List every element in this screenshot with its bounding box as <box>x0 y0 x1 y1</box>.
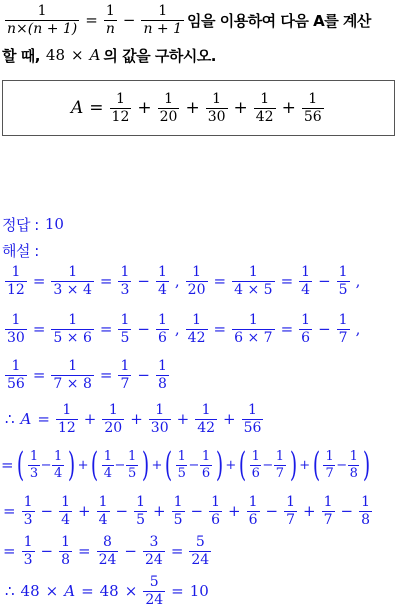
fraction-numerator: 1 <box>23 493 33 510</box>
fraction-numerator: 1 <box>248 311 258 328</box>
fraction-numerator: 1 <box>61 493 70 510</box>
fraction <box>189 534 211 569</box>
fraction-numerator: 1 <box>120 357 130 374</box>
fraction <box>186 312 208 347</box>
fraction-numerator: 1 <box>248 493 258 510</box>
fraction-denominator: 20 <box>104 419 123 436</box>
math-text: 7 <box>53 375 63 392</box>
math-symbol: − <box>124 542 137 560</box>
math-symbol: + <box>78 502 91 520</box>
fraction-numerator: 1 <box>103 448 112 464</box>
math-symbol: + <box>130 410 143 428</box>
math-symbol: A <box>64 582 76 600</box>
right-paren: ) <box>363 445 371 485</box>
fraction <box>156 264 169 299</box>
math-symbol: − <box>122 11 136 29</box>
fraction <box>149 402 171 437</box>
fraction <box>323 449 335 482</box>
left-paren: ( <box>238 445 246 485</box>
fraction-numerator: 1 <box>177 448 186 464</box>
fraction <box>299 312 312 347</box>
math-symbol: = <box>99 366 113 384</box>
fraction <box>59 534 72 569</box>
math-text: 7 <box>263 329 273 346</box>
fraction-numerator: 1 <box>157 263 167 280</box>
math-symbol: − <box>115 502 129 520</box>
left-paren: ( <box>164 445 172 485</box>
left-paren: ( <box>312 445 320 485</box>
boxed-expression <box>68 88 327 128</box>
fraction-numerator: 1 <box>192 263 202 280</box>
fraction-denominator: 20 <box>159 108 178 125</box>
fraction <box>59 494 72 529</box>
math-symbol: = <box>85 11 98 29</box>
fraction <box>118 358 131 393</box>
fraction <box>274 449 286 482</box>
fraction-denominator: n + 1 <box>143 20 182 37</box>
right-paren: ) <box>141 445 149 485</box>
fraction <box>299 264 312 299</box>
math-symbol: , <box>174 272 180 290</box>
fraction-denominator: 7 <box>275 465 284 481</box>
math-symbol: + <box>281 98 296 118</box>
math-symbol: + <box>303 502 316 520</box>
math-symbol: − <box>40 502 54 520</box>
answer-value: 10 <box>44 215 64 233</box>
math-text: 6 <box>234 329 243 346</box>
math-symbol: = <box>3 502 16 520</box>
math-symbol: − <box>137 320 150 338</box>
fraction-denominator: 8 <box>157 375 167 392</box>
fraction <box>172 494 185 529</box>
fraction-denominator: 5 <box>338 281 348 298</box>
parenthesized-group <box>310 445 374 485</box>
math-symbol: + <box>153 502 166 520</box>
math-symbol: + <box>233 98 248 118</box>
fraction <box>359 494 372 529</box>
math-symbol: = <box>280 320 294 338</box>
identity-lhs-numerator: 1 <box>37 2 47 19</box>
fraction-denominator: 3 × 4 <box>53 281 92 298</box>
math-text: 5 <box>263 281 273 298</box>
math-symbol: + <box>223 410 236 428</box>
parenthesized-group <box>236 445 300 485</box>
left-paren: ( <box>16 445 24 485</box>
fraction-denominator: 8 <box>361 511 370 528</box>
math-symbol: = <box>280 272 294 290</box>
fraction-denominator: 20 <box>187 281 206 298</box>
box-lhs-var: A <box>71 98 84 118</box>
fraction-numerator: 1 <box>338 263 348 280</box>
fraction-numerator: 1 <box>155 401 165 418</box>
math-text: − <box>336 457 347 473</box>
math-symbol: = <box>1 456 14 474</box>
math-symbol: + <box>83 410 97 428</box>
fraction <box>28 449 40 482</box>
identity-lhs-denominator: n×(n + 1) <box>7 20 78 37</box>
fraction-numerator: 1 <box>68 311 78 328</box>
right-paren: ) <box>289 445 297 485</box>
math-symbol: − <box>137 272 150 290</box>
math-symbol: = <box>37 410 50 428</box>
fraction <box>337 264 350 299</box>
problem-expr-number: 48 <box>45 46 65 64</box>
fraction <box>22 534 35 569</box>
fraction-numerator: 1 <box>61 533 70 550</box>
math-symbol: × <box>45 582 59 600</box>
fraction-numerator: 1 <box>286 493 295 510</box>
fraction-denominator: 30 <box>207 108 226 125</box>
fraction-numerator: 1 <box>136 493 145 510</box>
fraction-denominator: 7 <box>286 511 295 528</box>
explanation-label-line <box>2 240 39 260</box>
simplify-line <box>0 532 214 570</box>
fraction <box>195 402 217 437</box>
box-frac-5 <box>302 91 324 126</box>
fraction <box>134 494 147 529</box>
fraction-denominator: 7 <box>120 375 130 392</box>
fraction-denominator: 42 <box>197 419 216 436</box>
math-symbol: = <box>32 320 46 338</box>
fraction-numerator: 1 <box>248 263 258 280</box>
fraction-denominator: 3 <box>23 511 33 528</box>
fraction <box>200 449 212 482</box>
parenthesized-group <box>88 445 152 485</box>
math-symbol: − <box>190 502 204 520</box>
math-symbol: + <box>176 410 190 428</box>
fraction <box>52 449 64 482</box>
fraction-numerator: 1 <box>301 263 311 280</box>
math-symbol: − <box>40 542 54 560</box>
fraction <box>284 494 297 529</box>
fraction-denominator: 12 <box>57 419 76 436</box>
fraction-numerator: 5 <box>149 573 159 590</box>
math-symbol: = <box>89 98 104 118</box>
fraction-numerator: 1 <box>323 493 333 510</box>
fraction-numerator: 1 <box>212 90 222 107</box>
parenthesized-group <box>14 445 78 485</box>
right-paren: ) <box>67 445 75 485</box>
math-symbol: = <box>99 320 113 338</box>
fraction-denominator: 5 <box>136 511 145 528</box>
math-symbol: − <box>265 502 279 520</box>
left-paren: ( <box>90 445 98 485</box>
problem-line2 <box>2 44 216 66</box>
fraction <box>242 402 264 437</box>
math-text: n <box>7 20 17 37</box>
math-symbol: ∴ <box>5 410 15 428</box>
fraction-numerator: 1 <box>62 401 72 418</box>
fraction-numerator: 1 <box>23 533 33 550</box>
fraction-denominator: 6 <box>211 511 220 528</box>
math-text: − <box>40 457 52 473</box>
math-symbol: = <box>81 582 94 600</box>
fraction-numerator: 1 <box>308 90 318 107</box>
fraction-denominator: 4 <box>54 465 62 481</box>
fraction <box>51 264 93 299</box>
fraction-denominator: 4 <box>301 281 311 298</box>
parenthesized-group <box>162 445 226 485</box>
fraction-denominator: 5 <box>173 511 183 528</box>
problem-text-line1: 임을 이용하여 다음 A를 계산 <box>187 11 371 30</box>
fraction <box>156 312 169 347</box>
math-text: 4 <box>234 281 243 298</box>
fraction <box>337 312 350 347</box>
fraction-numerator: 3 <box>149 533 159 550</box>
fraction-numerator: 1 <box>68 357 78 374</box>
math-symbol: , <box>355 320 361 338</box>
math-text: − <box>114 457 125 473</box>
fraction-numerator: 1 <box>173 493 183 510</box>
fraction <box>143 534 165 569</box>
fraction-denominator: 56 <box>7 375 25 392</box>
math-text: 8 <box>82 375 92 392</box>
fraction <box>186 264 208 299</box>
fraction-numerator: 1 <box>361 493 370 510</box>
math-symbol: + <box>228 502 241 520</box>
fraction <box>102 449 114 482</box>
fraction-denominator: 30 <box>7 329 25 346</box>
fraction <box>348 449 360 482</box>
fraction-denominator: 12 <box>111 108 130 125</box>
fraction-numerator: 1 <box>251 448 260 464</box>
fraction-denominator: 6 <box>201 465 210 481</box>
fraction-denominator: 5 <box>177 465 186 481</box>
math-text: − <box>188 457 199 473</box>
fraction-denominator: 6 <box>157 329 167 346</box>
fraction <box>250 449 262 482</box>
fraction-numerator: 1 <box>201 448 210 464</box>
fraction-denominator: 4 × 5 <box>234 281 273 298</box>
fraction-denominator: 56 <box>303 108 322 125</box>
math-symbol: A <box>20 410 32 428</box>
decomp-line-3 <box>2 356 172 394</box>
fraction <box>51 312 93 347</box>
identity-r1-fraction <box>104 3 117 38</box>
math-symbol: = <box>170 542 184 560</box>
math-text: 6 <box>82 329 92 346</box>
fraction-numerator: 1 <box>275 448 284 464</box>
fraction-numerator: 1 <box>11 311 21 328</box>
final-result: 10 <box>189 582 209 600</box>
fraction <box>102 402 124 437</box>
fraction-denominator: 8 <box>61 551 70 568</box>
math-symbol: 48 <box>20 582 40 600</box>
fraction-denominator: 42 <box>187 329 206 346</box>
math-symbol: = <box>32 272 46 290</box>
fraction-numerator: 1 <box>105 2 115 19</box>
answer-label: 정답 : <box>2 215 39 234</box>
fraction-denominator: 24 <box>144 551 163 568</box>
math-symbol: = <box>171 582 184 600</box>
fraction-numerator: 1 <box>248 401 257 418</box>
math-text: 4 <box>82 281 92 298</box>
math-text: 5 <box>53 329 63 346</box>
fraction-denominator: 7 <box>323 511 333 528</box>
identity-lhs-fraction <box>5 3 79 38</box>
math-symbol: − <box>137 366 150 384</box>
fraction-denominator: 4 <box>157 281 167 298</box>
math-symbol: − <box>318 272 331 290</box>
fraction-numerator: 1 <box>158 2 168 19</box>
fraction-numerator: 1 <box>29 448 38 464</box>
fraction <box>56 402 78 437</box>
fraction-numerator: 1 <box>120 311 130 328</box>
fraction <box>247 494 260 529</box>
fraction <box>232 264 274 299</box>
math-symbol: = <box>213 272 227 290</box>
fraction-numerator: 1 <box>301 311 311 328</box>
box-frac-3 <box>206 91 228 126</box>
fraction <box>126 449 138 482</box>
fraction-numerator: 1 <box>325 448 334 464</box>
fraction-denominator: 30 <box>150 419 169 436</box>
math-symbol: = <box>99 272 113 290</box>
fraction-denominator: 6 <box>301 329 311 346</box>
telescope-line <box>0 492 375 530</box>
math-symbol: = <box>3 542 16 560</box>
fraction-denominator: 5 <box>127 465 136 481</box>
fraction-denominator: 7 <box>338 329 348 346</box>
paren-line <box>0 444 373 486</box>
sum-line <box>2 400 266 438</box>
fraction-denominator: 4 <box>98 511 108 528</box>
fraction-numerator: 1 <box>120 263 130 280</box>
fraction <box>118 312 131 347</box>
fraction <box>97 494 110 529</box>
fraction-numerator: 1 <box>349 448 358 464</box>
math-text: + <box>225 457 236 473</box>
fraction-numerator: 1 <box>260 90 270 107</box>
answer-line <box>2 214 67 234</box>
math-text: + <box>151 457 162 473</box>
fraction-denominator: 24 <box>191 551 210 568</box>
fraction <box>22 494 35 529</box>
fraction-numerator: 1 <box>164 90 173 107</box>
fraction-denominator: 12 <box>7 281 25 298</box>
right-paren: ) <box>215 445 223 485</box>
fraction-denominator: 7 × 8 <box>53 375 92 392</box>
box-frac-1 <box>110 91 132 126</box>
fraction-numerator: 1 <box>108 401 118 418</box>
fraction-numerator: 1 <box>157 311 167 328</box>
fraction-denominator: 5 <box>120 329 130 346</box>
fraction-numerator: 1 <box>68 263 78 280</box>
fraction-numerator: 1 <box>201 401 211 418</box>
fraction <box>5 358 27 393</box>
box-frac-2 <box>158 91 180 126</box>
fraction <box>97 534 119 569</box>
fraction <box>176 449 188 482</box>
fraction <box>51 358 93 393</box>
fraction-numerator: 1 <box>115 90 125 107</box>
fraction-denominator: 3 <box>29 465 38 481</box>
fraction <box>118 264 131 299</box>
fraction-denominator: 24 <box>145 591 164 608</box>
fraction-denominator: 6 × 7 <box>234 329 273 346</box>
math-text: (n + 1) <box>27 20 78 37</box>
fraction <box>143 574 165 609</box>
box-frac-4 <box>254 91 276 126</box>
fraction-numerator: 1 <box>157 357 167 374</box>
problem-text-b: 의 값을 구하시오. <box>103 46 216 65</box>
decomp-line-2 <box>2 310 363 348</box>
explanation-label: 해설 : <box>2 241 39 260</box>
final-line <box>2 572 212 610</box>
math-symbol: = <box>213 320 227 338</box>
fraction-denominator: 6 <box>248 511 258 528</box>
fraction-denominator: 5 × 6 <box>53 329 92 346</box>
fraction <box>232 312 274 347</box>
math-symbol: , <box>174 320 180 338</box>
fraction-denominator: 4 <box>103 465 112 481</box>
fraction-numerator: 1 <box>54 448 62 464</box>
math-symbol: = <box>32 366 46 384</box>
fraction-denominator: 6 <box>251 465 260 481</box>
fraction <box>5 312 27 347</box>
fraction-numerator: 1 <box>338 311 348 328</box>
identity-r2-fraction <box>141 3 184 38</box>
fraction-denominator: n <box>105 20 115 37</box>
problem-expr-var: A <box>89 46 101 64</box>
fraction <box>322 494 335 529</box>
math-symbol: = <box>78 542 91 560</box>
fraction-numerator: 1 <box>127 448 136 464</box>
problem-text-a: 할 때, <box>2 46 40 65</box>
decomp-line-1 <box>2 262 363 300</box>
fraction-numerator: 1 <box>11 357 21 374</box>
fraction-denominator: 56 <box>243 419 262 436</box>
math-text: + <box>77 457 88 473</box>
problem-identity-line <box>2 2 371 38</box>
math-text: + <box>299 457 310 473</box>
math-symbol: + <box>137 98 152 118</box>
math-symbol: × <box>71 46 84 64</box>
math-text: − <box>262 457 273 473</box>
fraction-denominator: 4 <box>61 511 70 528</box>
fraction-numerator: 1 <box>211 493 220 510</box>
math-text: 3 <box>53 281 63 298</box>
math-symbol: + <box>185 98 200 118</box>
fraction-denominator: 42 <box>255 108 274 125</box>
fraction <box>209 494 222 529</box>
fraction-denominator: 8 <box>349 465 358 481</box>
fraction-numerator: 1 <box>98 493 108 510</box>
math-symbol: 48 <box>99 582 119 600</box>
fraction <box>156 358 169 393</box>
math-symbol: × <box>124 582 138 600</box>
math-symbol: − <box>318 320 331 338</box>
math-symbol: − <box>340 502 354 520</box>
math-symbol: ∴ <box>5 582 15 600</box>
fraction-numerator: 1 <box>11 263 21 280</box>
fraction-numerator: 8 <box>103 533 112 550</box>
fraction <box>5 264 27 299</box>
fraction-denominator: 3 <box>23 551 33 568</box>
fraction-denominator: 3 <box>120 281 130 298</box>
fraction-denominator: 7 <box>325 465 334 481</box>
fraction-numerator: 5 <box>195 533 205 550</box>
fraction-denominator: 24 <box>98 551 117 568</box>
fraction-numerator: 1 <box>192 311 202 328</box>
math-symbol: , <box>355 272 361 290</box>
